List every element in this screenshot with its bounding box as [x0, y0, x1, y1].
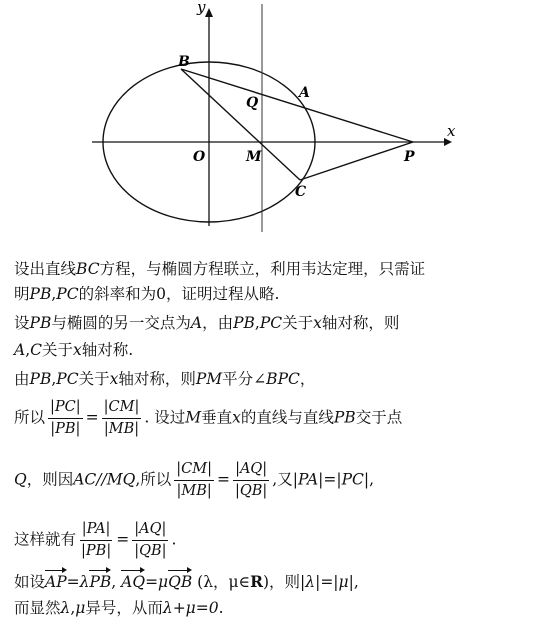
line-bp	[181, 69, 413, 142]
label-point-a: A	[299, 85, 310, 101]
text-line-5: 由PB,PC关于x轴对称，则PM平分∠BPC，	[14, 370, 316, 388]
label-point-c: C	[295, 184, 307, 200]
label-point-p: P	[404, 149, 415, 165]
label-point-b: B	[178, 54, 190, 70]
line-cp	[300, 142, 413, 180]
text-line-6: 所以 $\frac{|PC|}{|PB|}$ = $\frac{|CM|}{|MB|}$ . 设过M垂直x的直线与直线PB交于点	[14, 399, 403, 437]
ellipse-figure	[0, 0, 543, 232]
label-point-o: O	[193, 149, 206, 165]
text-line-9: 如设AP=λPB, AQ=μQB (λ，μ∈R)，则|λ|=|μ|,	[14, 572, 359, 591]
fraction-cm-mb-2: $\frac{|CM|}{|MB|}$	[176, 461, 212, 499]
fraction-pa-pb: $\frac{|PA|}{|PB|}$	[81, 521, 112, 559]
fraction-cm-mb: $\frac{|CM|}{|MB|}$	[103, 399, 140, 437]
fraction-pc-pb: $\frac{|PC|}{|PB|}$	[50, 399, 81, 437]
text-line-8: 这样就有 $\frac{|PA|}{|PB|}$ = $\frac{|AQ|}{|QB|}$ .	[14, 521, 177, 559]
text-line-7: Q，则因AC//MQ,所以 $\frac{|CM|}{|MB|}$ = $\frac{|AQ|}{|QB|}$ ,又|PA|=|PC|,	[14, 461, 375, 499]
label-point-q: Q	[246, 95, 259, 111]
text-line-1: 设出直线BC方程，与椭圆方程联立，利用韦达定理，只需证	[14, 260, 426, 278]
vector-pb: PB	[89, 573, 112, 591]
vector-qb: QB	[168, 573, 193, 591]
label-point-m: M	[246, 149, 262, 165]
text-line-2: 明PB,PC的斜率和为0，证明过程从略.	[14, 285, 280, 303]
text-line-3: 设PB与椭圆的另一交点为A，由PB,PC关于x轴对称，则	[14, 314, 400, 332]
fraction-aq-qb: $\frac{|AQ|}{|QB|}$	[234, 461, 268, 499]
label-x-axis: x	[447, 122, 456, 140]
text-line-10: 而显然λ,μ异号，从而λ+μ=0.	[14, 599, 224, 617]
y-axis-arrow	[205, 8, 213, 17]
text-line-4: A,C关于x轴对称.	[14, 341, 134, 359]
vector-ap: AP	[45, 573, 67, 591]
vector-aq: AQ	[121, 573, 146, 591]
fraction-aq-qb-2: $\frac{|AQ|}{|QB|}$	[134, 521, 167, 559]
label-y-axis: y	[197, 0, 206, 16]
